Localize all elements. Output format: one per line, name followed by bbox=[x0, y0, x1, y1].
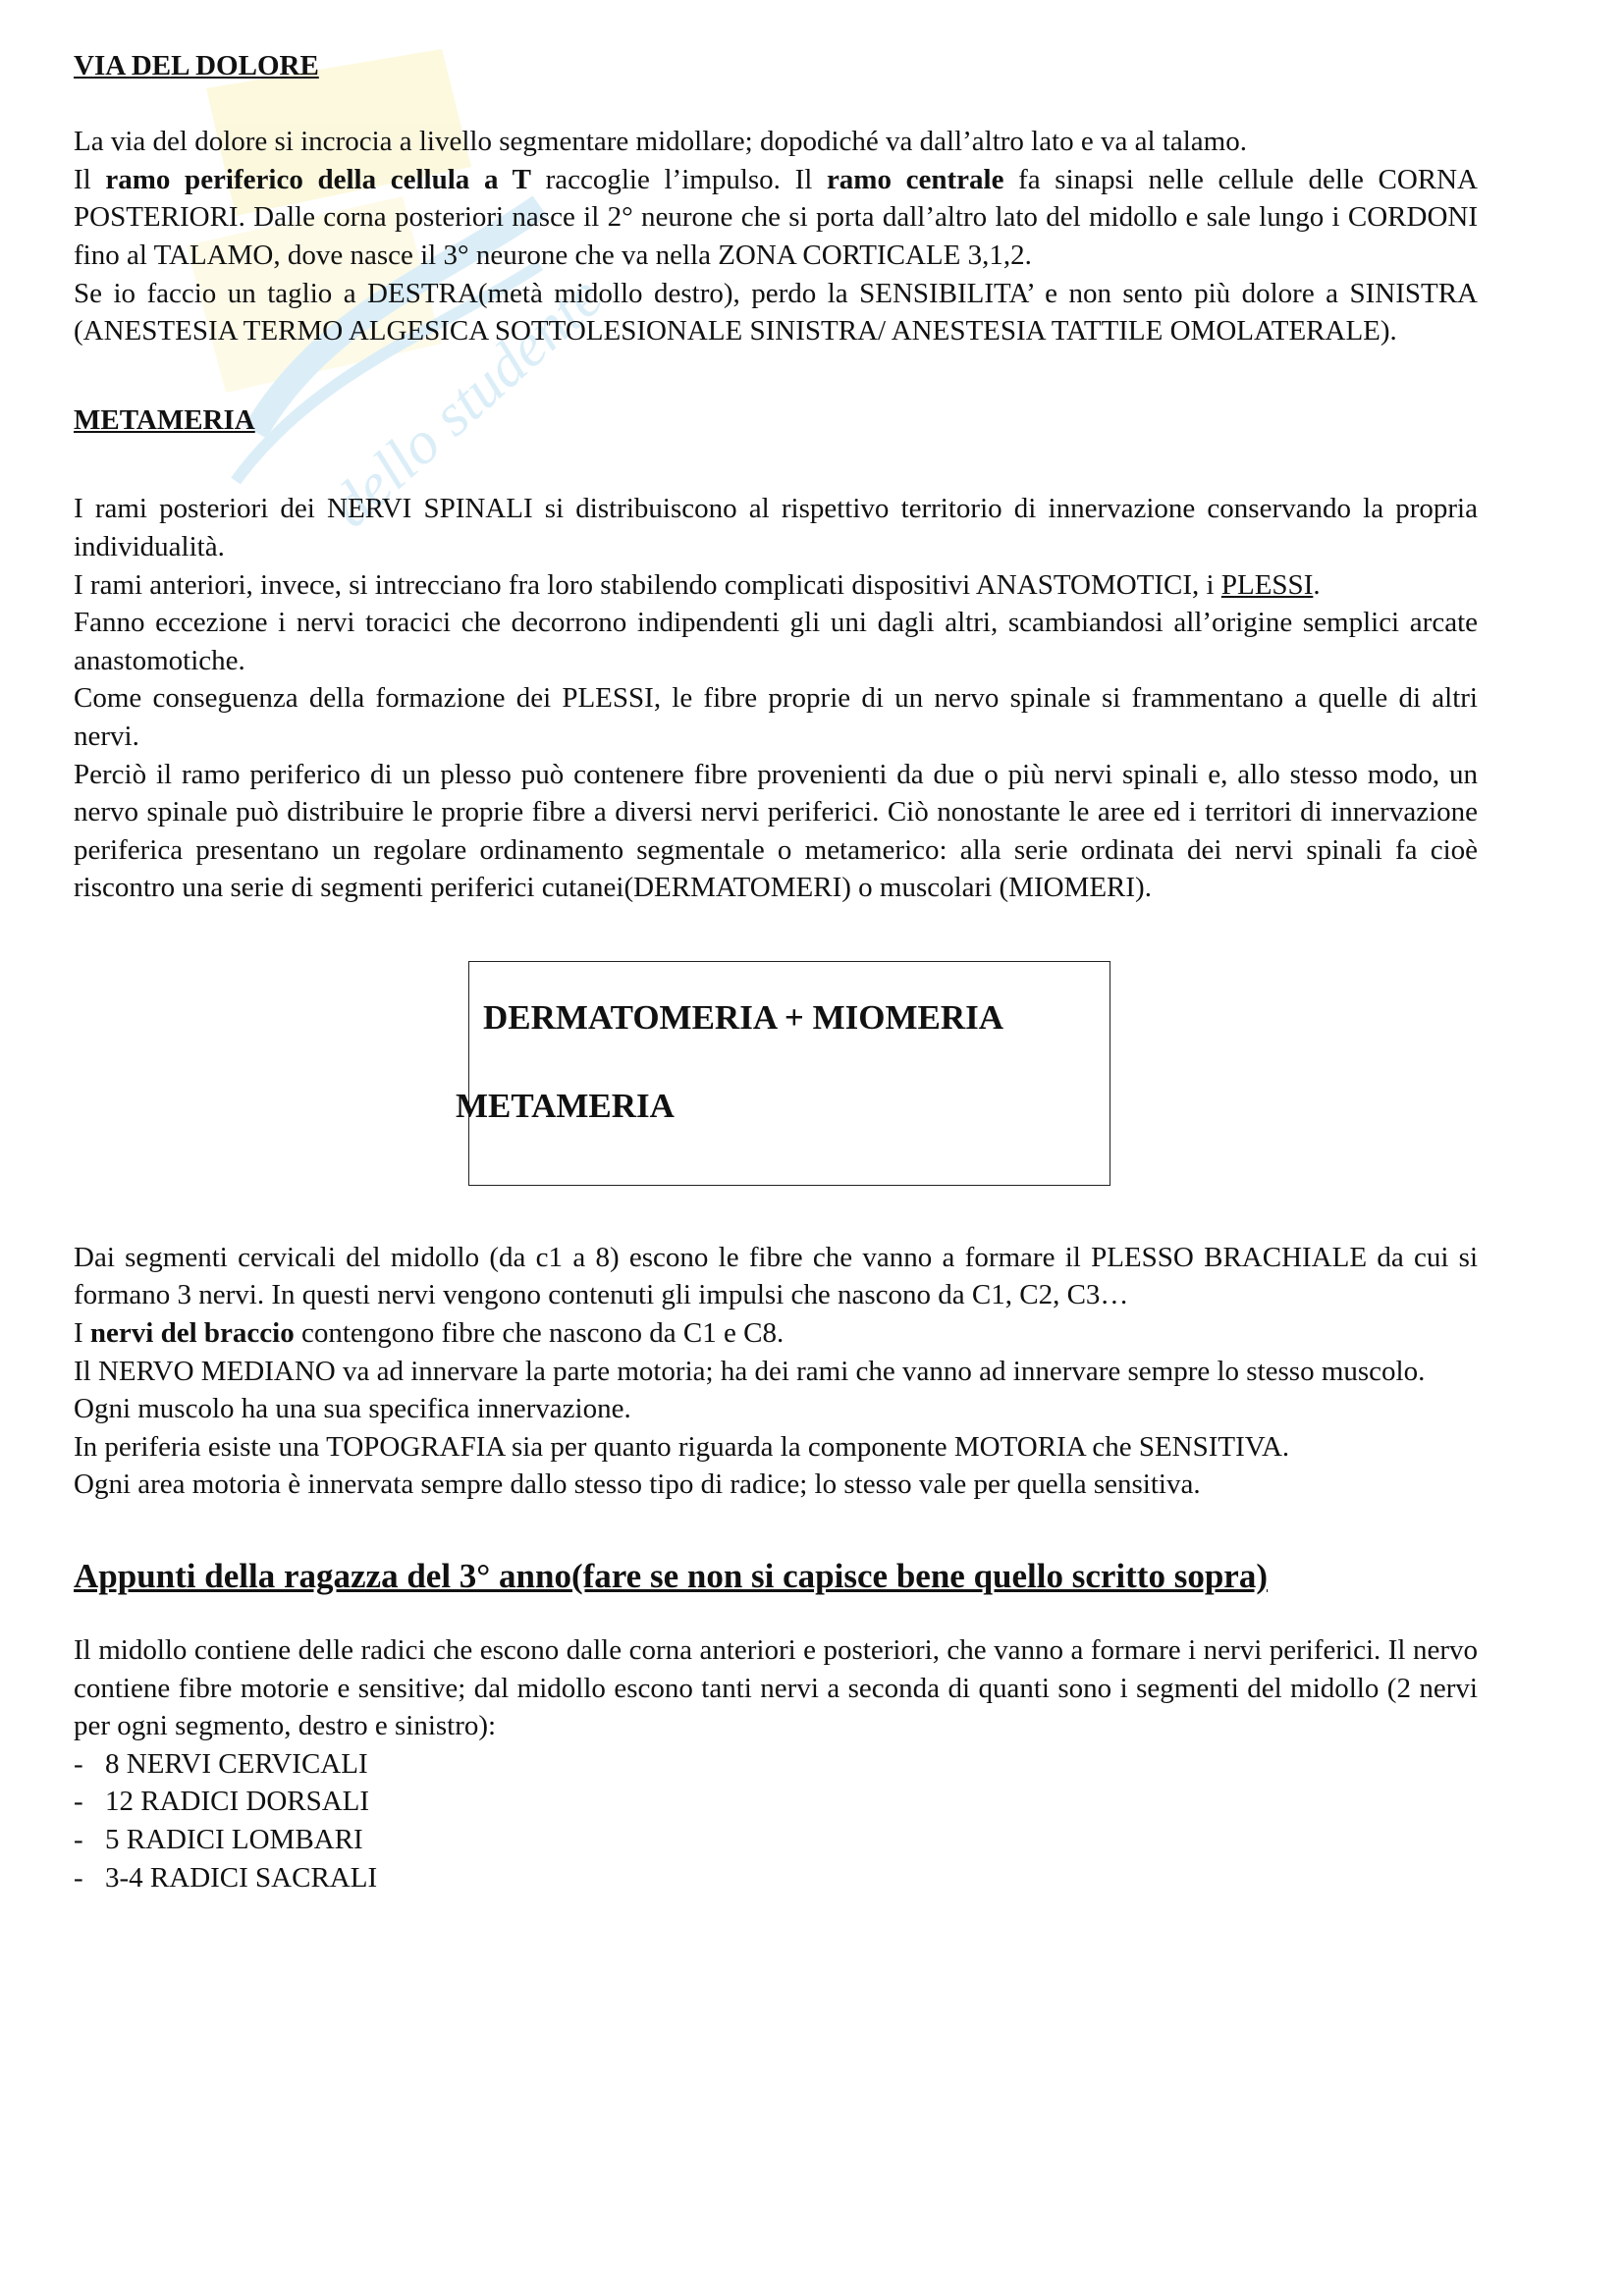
radici-list bbox=[74, 1745, 1478, 1896]
plesso-paragraph-1: Dai segmenti cervicali del midollo (da c1 a 8) escono le fibre che vanno a formare il PLESSO BRACHIALE da cui si formano 3 nervi. In questi nervi vengono contenuti gli impulsi che nascono da C1, C2, C3… bbox=[74, 1241, 1478, 1311]
list-item bbox=[74, 1859, 1478, 1897]
underlined-term: PLESSI bbox=[1220, 568, 1314, 601]
heading-via-del-dolore: VIA DEL DOLORE bbox=[74, 50, 319, 81]
via-dolore-paragraph-3: Se io faccio un taglio a DESTRA(metà midollo destro), perdo la SENSIBILITA’ e non sento più dolore a SINISTRA (ANESTESIA TERMO ALGESICA SOTTOLESIONALE SINISTRA/ ANESTESIA TATTILE OMOLATERALE). bbox=[74, 277, 1478, 347]
list-item-text: 5 RADICI LOMBARI bbox=[105, 1824, 363, 1855]
list-dash: - bbox=[74, 1861, 83, 1894]
metameria-paragraph-5: Perciò il ramo periferico di un plesso può contenere fibre provenienti da due o più nervi spinali e, allo stesso modo, un nervo spinale può distribuire le proprie fibre a diversi nervi periferici. Ciò nonostante le aree ed i territori di innervazione periferica presentano un regolare ordinamento segmentale o metamerico: alla serie ordinata dei nervi spinali fa cioè riscontro una serie di segmenti periferici cutanei(DERMATOMERI) o muscolari (MIOMERI). bbox=[74, 758, 1478, 904]
via-dolore-paragraph-1: La via del dolore si incrocia a livello segmentare midollare; dopodiché va dall’altro lato e va al talamo. bbox=[74, 126, 1247, 158]
list-item bbox=[74, 1745, 1478, 1784]
plesso-paragraph-3: Il NERVO MEDIANO va ad innervare la parte motoria; ha dei rami che vanno ad innervare sempre lo stesso muscolo. bbox=[74, 1355, 1426, 1387]
metameria-paragraph-3: Fanno eccezione i nervi toracici che decorrono indipendenti gli uni dagli altri, scambiandosi all’origine semplici arcate anastomotiche. bbox=[74, 607, 1478, 676]
bold-term: ramo periferico della cellula a T bbox=[105, 163, 531, 195]
formula-box bbox=[456, 961, 1110, 1186]
heading-appunti: Appunti della ragazza del 3° anno(fare se non si capisce bene quello scritto sopra) bbox=[74, 1557, 1268, 1596]
text-run: Il bbox=[74, 163, 106, 195]
formula-line-1: DERMATOMERIA + MIOMERIA bbox=[483, 997, 1004, 1037]
text-run: raccoglie l’impulso. Il bbox=[530, 163, 827, 195]
bold-term: nervi del braccio bbox=[89, 1317, 295, 1350]
bold-term: ramo centrale bbox=[826, 163, 1004, 195]
list-item bbox=[74, 1821, 1478, 1859]
text-run: fa sinapsi nelle cellule delle CORNA POSTERIORI. Dalle corna posteriori nasce il 2° neurone che si porta dall’altro lato del midollo e sale lungo i CORDONI fino al TALAMO, dove nasce il 3° neurone che va nella ZONA CORTICALE 3,1,2. bbox=[74, 163, 1478, 271]
list-item-text: 3-4 RADICI SACRALI bbox=[105, 1861, 378, 1894]
plesso-paragraph-5: In periferia esiste una TOPOGRAFIA sia per quanto riguarda la componente MOTORIA che SENSITIVA. bbox=[74, 1430, 1290, 1463]
list-item-text: 8 NERVI CERVICALI bbox=[105, 1747, 368, 1780]
via-dolore-paragraph-2 bbox=[74, 161, 1478, 275]
plesso-paragraph-6: Ogni area motoria è innervata sempre dallo stesso tipo di radice; lo stesso vale per quella sensitiva. bbox=[74, 1468, 1201, 1501]
list-dash: - bbox=[74, 1786, 83, 1818]
formula-line-2: METAMERIA bbox=[456, 1086, 675, 1125]
list-dash: - bbox=[74, 1747, 83, 1780]
metameria-paragraph-2 bbox=[74, 566, 1478, 605]
text-run: contengono fibre che nascono da C1 e C8. bbox=[294, 1317, 785, 1350]
text-run: I rami anteriori, invece, si intrecciano fra loro stabilendo complicati dispositivi ANASTOMOTICI, i bbox=[74, 568, 1221, 601]
text-run: . bbox=[1313, 568, 1321, 601]
list-item-text: 12 RADICI DORSALI bbox=[105, 1786, 370, 1818]
list-dash: - bbox=[74, 1824, 83, 1855]
appunti-paragraph-1: Il midollo contiene delle radici che escono dalle corna anteriori e posteriori, che vanno a formare i nervi periferici. Il nervo contiene fibre motorie e sensitive; dal midollo escono tanti nervi a seconda di quanti sono i segmenti del midollo (2 nervi per ogni segmento, destro e sinistro): bbox=[74, 1634, 1478, 1742]
metameria-paragraph-4: Come conseguenza della formazione dei PLESSI, le fibre proprie di un nervo spinale si frammentano a quelle di altri nervi. bbox=[74, 682, 1478, 752]
list-item bbox=[74, 1783, 1478, 1821]
plesso-paragraph-2 bbox=[74, 1314, 1478, 1353]
metameria-paragraph-1: I rami posteriori dei NERVI SPINALI si distribuiscono al rispettivo territorio di innervazione conservando la propria individualità. bbox=[74, 493, 1478, 562]
plesso-paragraph-4: Ogni muscolo ha una sua specifica innervazione. bbox=[74, 1393, 631, 1425]
watermark-text: dello studente bbox=[317, 263, 616, 541]
text-run: I bbox=[74, 1317, 90, 1350]
heading-metameria: METAMERIA bbox=[74, 403, 255, 436]
document-page bbox=[74, 47, 1478, 1896]
